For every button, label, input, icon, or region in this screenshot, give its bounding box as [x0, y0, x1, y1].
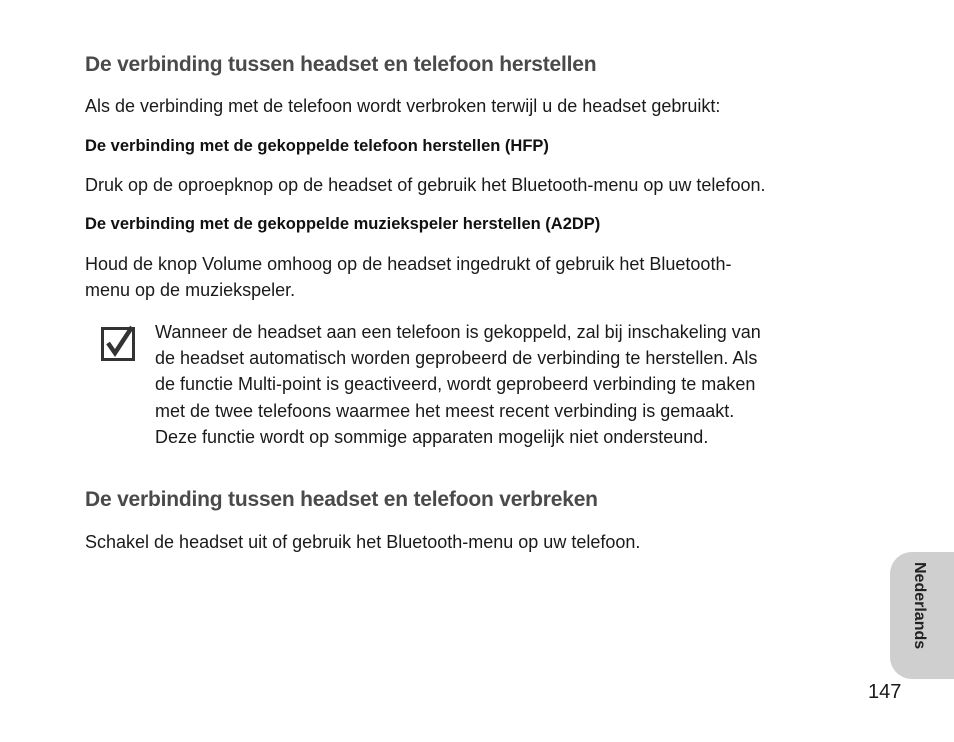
subheading-a2dp: De verbinding met de gekoppelde muziekspeler herstellen (A2DP) — [85, 215, 601, 233]
language-side-tab — [890, 552, 954, 679]
a2dp-line-2: menu op de muziekspeler. — [85, 280, 296, 300]
subheading-hfp: De verbinding met de gekoppelde telefoon herstellen (HFP) — [85, 137, 549, 155]
intro-paragraph: Als de verbinding met de telefoon wordt verbroken terwijl u de headset gebruikt: — [85, 96, 721, 116]
a2dp-paragraph — [85, 251, 731, 303]
hfp-paragraph: Druk op de oproepknop op de headset of gebruik het Bluetooth-menu op uw telefoon. — [85, 175, 766, 195]
note-text — [155, 319, 761, 450]
section-heading-restore: De verbinding tussen headset en telefoon herstellen — [85, 53, 597, 76]
checkbox-icon — [101, 325, 137, 361]
note-line-4: met de twee telefoons waarmee het meest recent verbinding is gemaakt. — [155, 400, 735, 421]
note-line-3: de functie Multi-point is geactiveerd, wordt geprobeerd verbinding te maken — [155, 374, 756, 395]
note-line-1: Wanneer de headset aan een telefoon is gekoppeld, zal bij inschakeling van — [155, 322, 761, 342]
language-label: Nederlands — [911, 562, 928, 650]
note-line-5: Deze functie wordt op sommige apparaten mogelijk niet ondersteund. — [155, 426, 709, 447]
section-heading-disconnect: De verbinding tussen headset en telefoon verbreken — [85, 488, 598, 511]
note-line-2: de headset automatisch worden geprobeerd de verbinding te herstellen. Als — [155, 348, 758, 369]
a2dp-line-1: Houd de knop Volume omhoog op de headset ingedrukt of gebruik het Bluetooth- — [85, 254, 732, 274]
page-number: 147 — [868, 681, 902, 703]
disconnect-paragraph: Schakel de headset uit of gebruik het Bluetooth-menu op uw telefoon. — [85, 532, 641, 552]
